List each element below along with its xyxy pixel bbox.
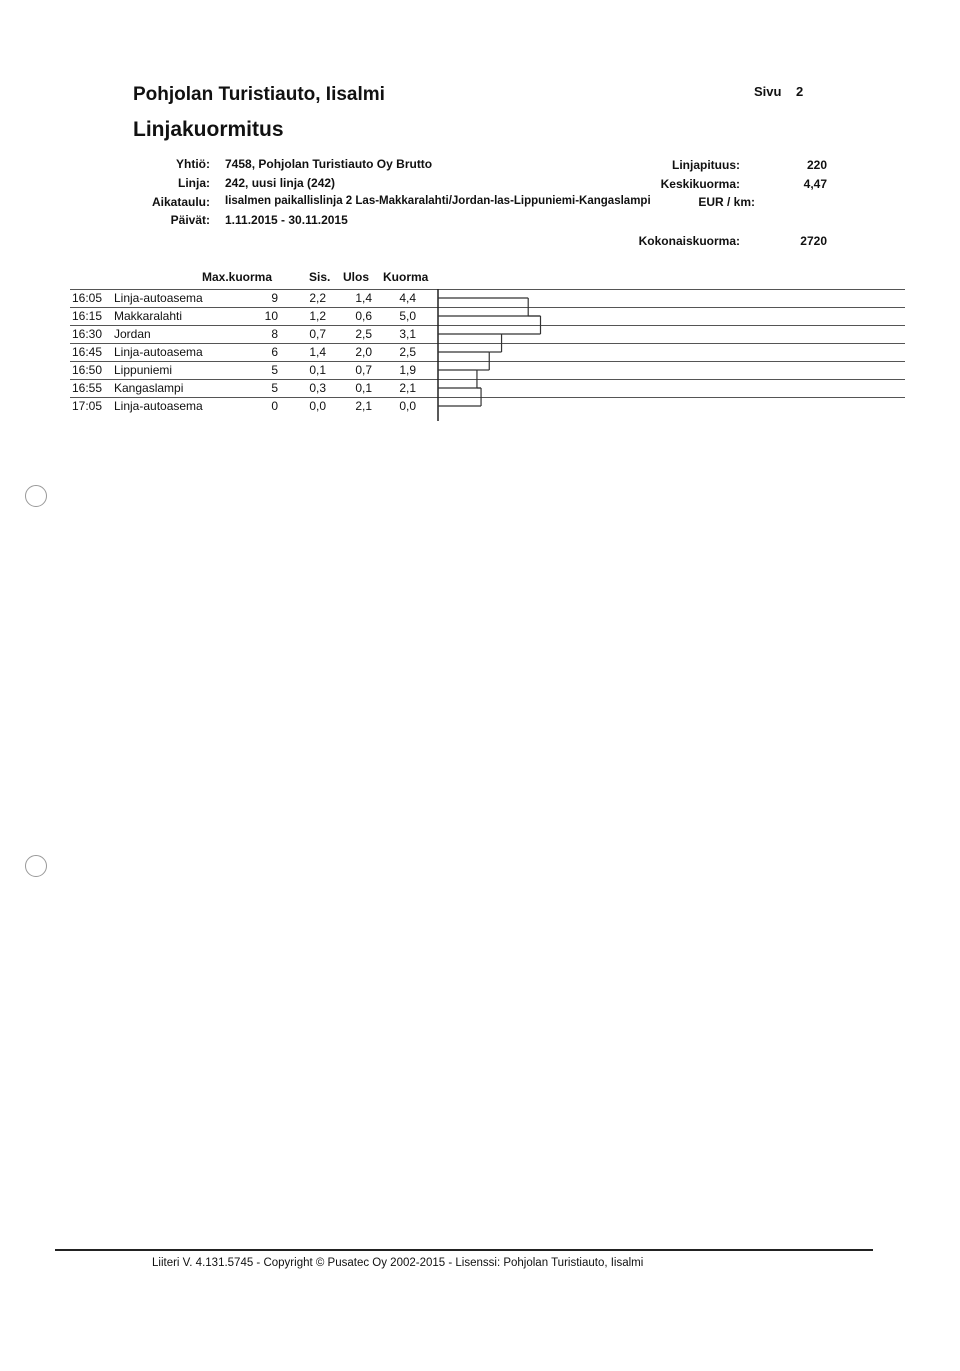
- board-cell: 0,7: [309, 327, 326, 341]
- header-max-load: Max.kuorma: [202, 270, 273, 284]
- alight-cell: 2,0: [355, 345, 372, 359]
- alight-cell: 0,6: [355, 309, 372, 323]
- alight-cell: 0,1: [355, 381, 372, 395]
- load-cell: 3,1: [399, 327, 416, 341]
- time-cell: 16:30: [72, 327, 103, 341]
- stop-cell: Jordan: [114, 327, 151, 341]
- alight-cell: 0,7: [355, 363, 372, 377]
- load-cell: 4,4: [399, 291, 416, 305]
- board-cell: 0,3: [309, 381, 326, 395]
- stop-cell: Linja-autoasema: [114, 345, 203, 359]
- stop-cell: Linja-autoasema: [114, 291, 203, 305]
- line-length-value: 220: [806, 158, 827, 172]
- max-load-cell: 10: [264, 309, 278, 323]
- stop-cell: Linja-autoasema: [114, 399, 203, 413]
- max-load-cell: 0: [271, 399, 278, 413]
- board-cell: 1,2: [309, 309, 326, 323]
- report-title: Linjakuormitus: [133, 118, 284, 141]
- company-name: Pohjolan Turistiauto, Iisalmi: [133, 84, 385, 105]
- load-chart: [0, 0, 960, 440]
- binder-hole: [25, 855, 47, 877]
- time-cell: 17:05: [72, 399, 103, 413]
- line-length-label: Linjapituus:: [672, 158, 740, 172]
- board-cell: 2,2: [309, 291, 326, 305]
- footer-divider: [55, 1249, 873, 1251]
- total-load-value: 2720: [800, 234, 827, 248]
- header-load: Kuorma: [383, 270, 429, 284]
- time-cell: 16:45: [72, 345, 103, 359]
- time-cell: 16:50: [72, 363, 103, 377]
- line-value: 242, uusi linja (242): [225, 176, 336, 190]
- board-cell: 0,0: [309, 399, 326, 413]
- stop-cell: Kangaslampi: [114, 381, 184, 395]
- max-load-cell: 6: [271, 345, 278, 359]
- avg-load-value: 4,47: [803, 177, 827, 191]
- eur-km-label: EUR / km:: [698, 195, 755, 209]
- schedule-label: Aikataulu:: [151, 195, 210, 209]
- stop-cell: Makkaralahti: [114, 309, 183, 323]
- load-cell: 2,1: [399, 381, 416, 395]
- time-cell: 16:15: [72, 309, 103, 323]
- load-cell: 5,0: [399, 309, 416, 323]
- schedule-value: Iisalmen paikallislinja 2 Las-Makkaralahti/Jordan-las-Lippuniemi-Kangaslampi: [225, 195, 651, 207]
- alight-cell: 2,5: [355, 327, 372, 341]
- total-load-label: Kokonaiskuorma:: [638, 234, 740, 248]
- company-label: Yhtiö:: [176, 157, 210, 171]
- stop-cell: Lippuniemi: [114, 363, 173, 377]
- board-cell: 1,4: [309, 345, 326, 359]
- max-load-cell: 8: [271, 327, 278, 341]
- alight-cell: 2,1: [355, 399, 372, 413]
- time-cell: 16:05: [72, 291, 103, 305]
- max-load-cell: 5: [271, 381, 278, 395]
- time-cell: 16:55: [72, 381, 103, 395]
- load-cell: 2,5: [399, 345, 416, 359]
- load-cell: 1,9: [399, 363, 416, 377]
- alight-cell: 1,4: [355, 291, 372, 305]
- company-value: 7458, Pohjolan Turistiauto Oy Brutto: [225, 157, 433, 171]
- max-load-cell: 5: [271, 363, 278, 377]
- board-cell: 0,1: [309, 363, 326, 377]
- header-board: Sis.: [309, 270, 331, 284]
- line-label: Linja:: [178, 176, 210, 190]
- header-alight: Ulos: [343, 270, 370, 284]
- footer-text: Liiteri V. 4.131.5745 - Copyright © Pusatec Oy 2002-2015 - Lisenssi: Pohjolan Turistiauto, Iisalmi: [152, 1257, 644, 1269]
- load-cell: 0,0: [399, 399, 416, 413]
- page-number: 2: [796, 84, 804, 99]
- days-value: 1.11.2015 - 30.11.2015: [225, 213, 348, 227]
- binder-hole: [25, 485, 47, 507]
- days-label: Päivät:: [170, 213, 210, 227]
- avg-load-label: Keskikuorma:: [660, 177, 740, 191]
- max-load-cell: 9: [271, 291, 278, 305]
- page-label: Sivu: [754, 84, 782, 99]
